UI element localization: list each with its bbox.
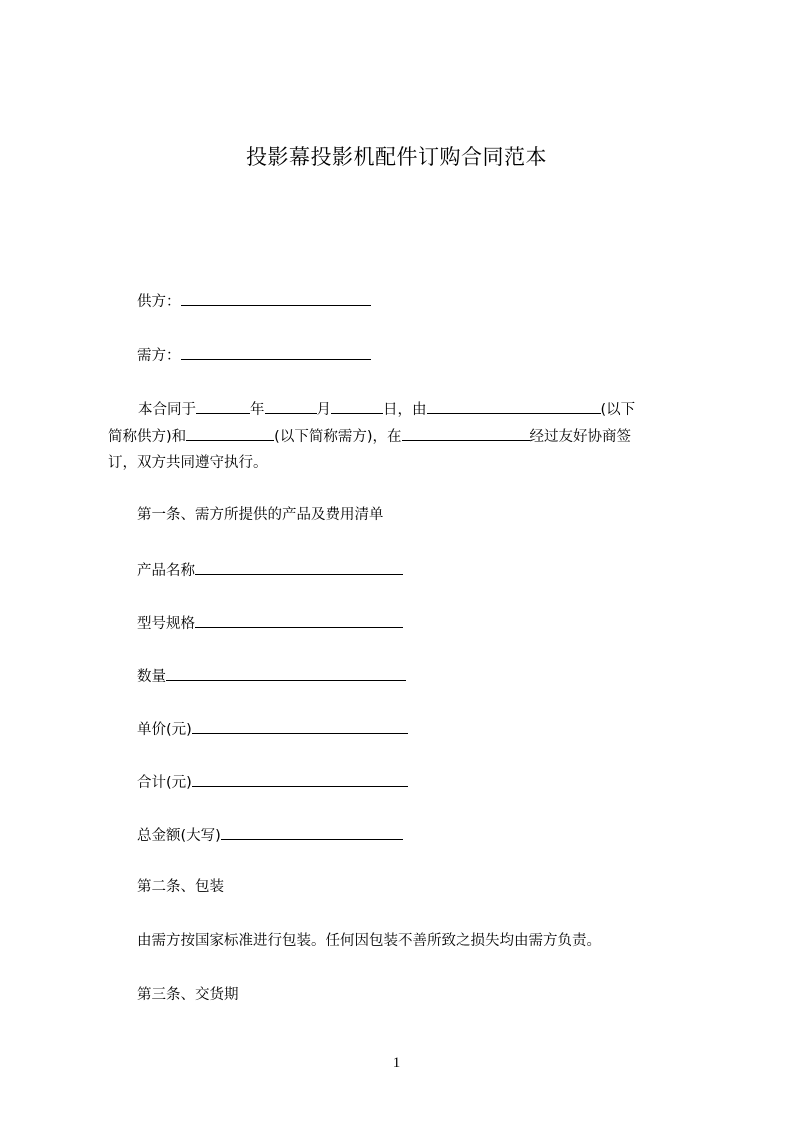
intro-text: 经过友好协商签 bbox=[529, 429, 631, 445]
product-name-line bbox=[137, 559, 403, 581]
supplier-name-blank[interactable] bbox=[427, 398, 601, 414]
location-blank[interactable] bbox=[402, 425, 530, 441]
year-blank[interactable] bbox=[196, 398, 250, 414]
month-blank[interactable] bbox=[265, 398, 317, 414]
document-title: 投影幕投影机配件订购合同范本 bbox=[246, 145, 547, 169]
total-amount-blank[interactable] bbox=[221, 824, 403, 840]
subtotal-blank[interactable] bbox=[192, 771, 408, 787]
intro-text: (以下 bbox=[600, 402, 636, 418]
intro-text: 本合同于 bbox=[138, 402, 196, 418]
intro-text: 月 bbox=[316, 402, 331, 418]
total-amount-line bbox=[137, 824, 403, 846]
buyer-name-blank[interactable] bbox=[186, 425, 274, 441]
supplier-line bbox=[137, 290, 371, 312]
day-blank[interactable] bbox=[331, 398, 383, 414]
quantity-blank[interactable] bbox=[166, 665, 406, 681]
product-name-blank[interactable] bbox=[195, 559, 403, 575]
buyer-line bbox=[137, 344, 371, 366]
field-label: 型号规格 bbox=[137, 616, 195, 632]
intro-text: 日，由 bbox=[383, 402, 427, 418]
unit-price-blank[interactable] bbox=[192, 718, 408, 734]
article-2-body: 由需方按国家标准进行包装。任何因包装不善所致之损失均由需方负责。 bbox=[137, 933, 601, 949]
unit-price-line bbox=[137, 718, 408, 740]
buyer-blank[interactable] bbox=[181, 344, 371, 360]
intro-row-3 bbox=[108, 453, 268, 473]
intro-text: 订，双方共同遵守执行。 bbox=[108, 455, 268, 471]
field-label: 合计(元) bbox=[137, 775, 192, 791]
buyer-label: 需方： bbox=[137, 348, 181, 364]
supplier-blank[interactable] bbox=[181, 290, 371, 306]
page-number: 1 bbox=[392, 1055, 401, 1071]
supplier-label: 供方： bbox=[137, 294, 181, 310]
quantity-line bbox=[137, 665, 406, 687]
subtotal-line bbox=[137, 771, 408, 793]
intro-text: 年 bbox=[250, 402, 265, 418]
field-label: 总金额(大写) bbox=[137, 828, 221, 844]
field-label: 产品名称 bbox=[137, 563, 195, 579]
article-3-heading: 第三条、交货期 bbox=[137, 987, 239, 1003]
article-2-heading: 第二条、包装 bbox=[137, 879, 224, 895]
model-spec-blank[interactable] bbox=[195, 612, 403, 628]
intro-row-2 bbox=[108, 425, 631, 447]
model-spec-line bbox=[137, 612, 403, 634]
article-1-heading: 第一条、需方所提供的产品及费用清单 bbox=[137, 507, 384, 523]
intro-row-1 bbox=[138, 398, 635, 420]
intro-text: 简称供方)和 bbox=[108, 429, 187, 445]
field-label: 数量 bbox=[137, 669, 166, 685]
field-label: 单价(元) bbox=[137, 722, 192, 738]
intro-text: (以下简称需方)，在 bbox=[274, 429, 402, 445]
